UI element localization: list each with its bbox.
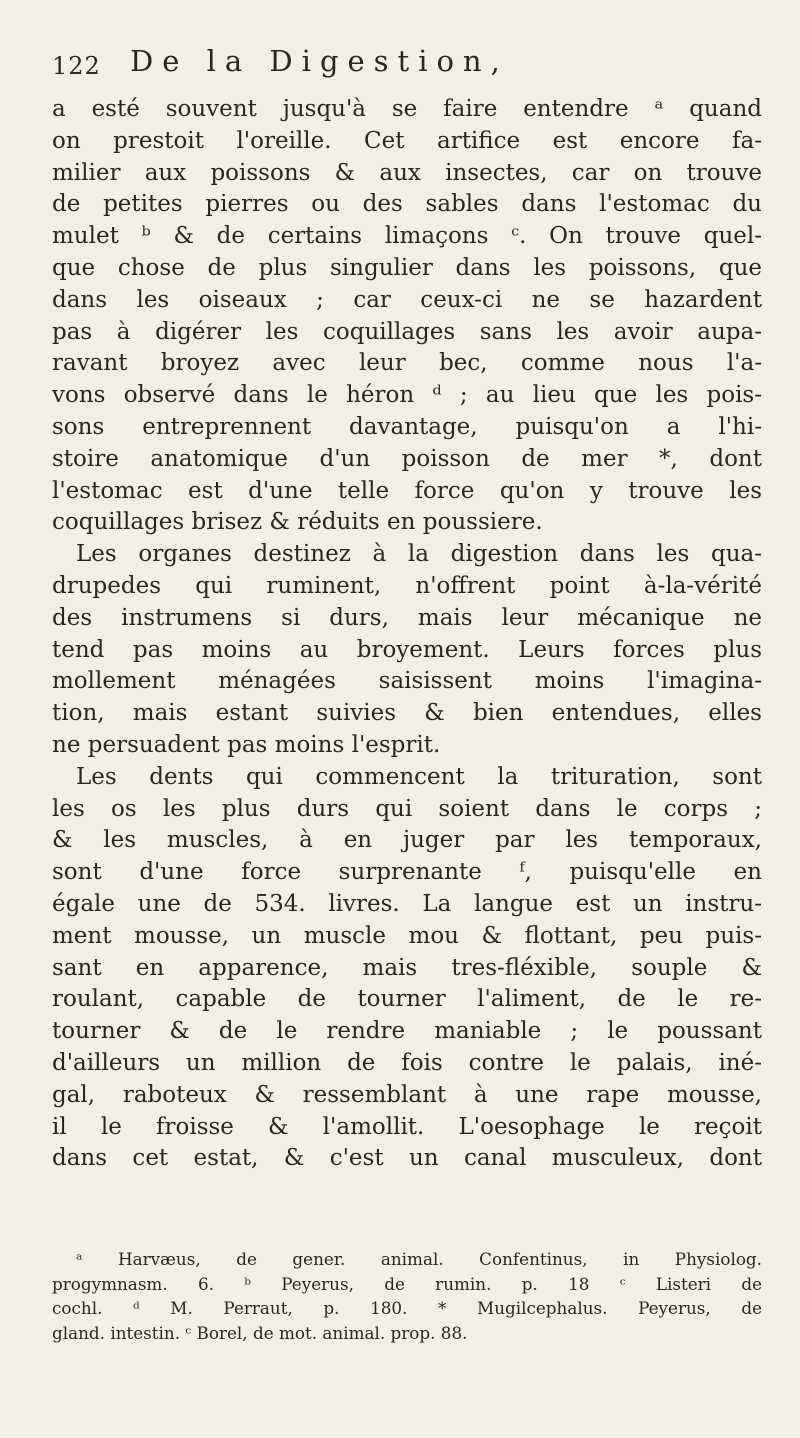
text-line: roulant, capable de tourner l'aliment, de le re- xyxy=(52,986,762,1013)
text-line: les os les plus durs qui soient dans le corps ; xyxy=(52,795,762,822)
text-line: milier aux poissons & aux insectes, car on trouve xyxy=(52,159,762,186)
text-line: dans les oiseaux ; car ceux-ci ne se hazardent xyxy=(52,286,762,313)
text-line: coquillages brisez & réduits en poussiere. xyxy=(52,509,543,536)
text-line: ne persuadent pas moins l'esprit. xyxy=(52,731,441,758)
text-line: Les dents qui commencent la trituration, sont xyxy=(76,763,762,790)
text-line: Les organes destinez à la digestion dans les qua- xyxy=(76,541,762,568)
footnotes xyxy=(52,1247,762,1345)
text-line: tend pas moins au broyement. Leurs forces plus xyxy=(52,636,762,663)
text-line: tourner & de le rendre maniable ; le poussant xyxy=(52,1018,762,1045)
text-line: que chose de plus singulier dans les poissons, que xyxy=(52,254,762,281)
footnote-line: progymnasm. 6. ᵇ Peyerus, de rumin. p. 18 ᶜ Listeri de xyxy=(52,1273,762,1294)
text-line: on prestoit l'oreille. Cet artifice est encore fa- xyxy=(52,127,762,154)
footnote-line: ᵃ Harvæus, de gener. animal. Confentinus, in Physiolog. xyxy=(76,1249,762,1269)
text-line: gal, raboteux & ressemblant à une rape mousse, xyxy=(52,1081,762,1108)
page-header xyxy=(52,44,760,88)
text-line: il le froisse & l'amollit. L'oesophage le reçoit xyxy=(52,1113,762,1140)
text-line: sant en apparence, mais tres-fléxible, souple & xyxy=(52,954,762,981)
running-title: De la Digestion, xyxy=(130,44,509,78)
text-line: sons entreprennent davantage, puisqu'on a l'hi- xyxy=(52,413,762,440)
text-line: des instrumens si durs, mais leur mécanique ne xyxy=(52,604,762,631)
text-line: d'ailleurs un million de fois contre le palais, iné- xyxy=(52,1049,762,1076)
text-line: vons observé dans le héron ᵈ ; au lieu que les pois- xyxy=(52,382,762,409)
text-line: l'estomac est d'une telle force qu'on y trouve les xyxy=(52,477,762,504)
text-line: stoire anatomique d'un poisson de mer *, dont xyxy=(52,445,762,472)
text-line: mollement ménagées saisissent moins l'imagina- xyxy=(52,668,762,695)
text-line: égale une de 534. livres. La langue est un instru- xyxy=(52,890,762,917)
text-line: ment mousse, un muscle mou & flottant, peu puis- xyxy=(52,922,762,949)
body-text xyxy=(52,94,762,1175)
footnote-line: cochl. ᵈ M. Perraut, p. 180. * Mugilcephalus. Peyerus, de xyxy=(52,1298,762,1318)
text-line: tion, mais estant suivies & bien entendues, elles xyxy=(52,700,762,727)
footnote-line: gland. intestin. ᶜ Borel, de mot. animal. prop. 88. xyxy=(52,1322,468,1343)
page-number: 122 xyxy=(52,52,101,80)
text-line: ravant broyez avec leur bec, comme nous l'a- xyxy=(52,350,762,377)
text-line: pas à digérer les coquillages sans les avoir aupa- xyxy=(52,318,762,345)
text-line: de petites pierres ou des sables dans l'estomac du xyxy=(52,191,762,218)
text-line: drupedes qui ruminent, n'offrent point à-la-vérité xyxy=(52,572,762,599)
text-line: mulet ᵇ & de certains limaçons ᶜ. On trouve quel- xyxy=(52,223,762,250)
text-line: dans cet estat, & c'est un canal musculeux, dont xyxy=(52,1145,762,1172)
text-line: sont d'une force surprenante ᶠ, puisqu'elle en xyxy=(52,859,762,886)
text-line: a esté souvent jusqu'à se faire entendre ᵃ quand xyxy=(52,96,762,122)
text-line: & les muscles, à en juger par les temporaux, xyxy=(52,827,762,854)
